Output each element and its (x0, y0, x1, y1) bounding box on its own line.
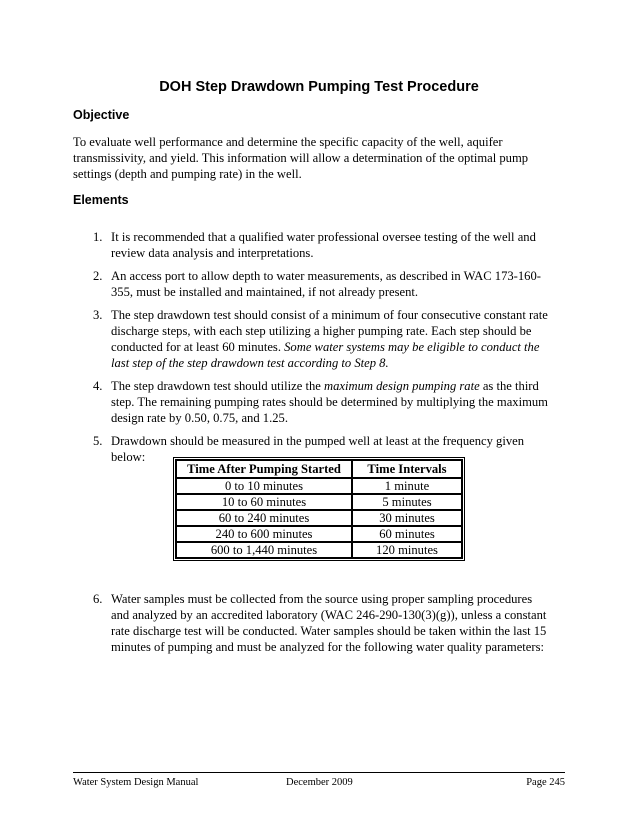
table-cell: 600 to 1,440 minutes (176, 542, 352, 558)
item-text: The step drawdown test should consist of a minimum of four consecutive constant rate discharge steps, with each step utilizing a higher pumping rate. Each step should be conducted for at least 60 minutes. (111, 308, 548, 354)
item-number: 2. (93, 269, 103, 283)
table-cell: 5 minutes (352, 494, 462, 510)
footer-divider (73, 772, 565, 773)
column-header: Time Intervals (352, 460, 462, 478)
objective-heading: Objective (73, 108, 130, 122)
item-number: 6. (93, 592, 103, 606)
table-row (176, 478, 462, 494)
table-cell: 240 to 600 minutes (176, 526, 352, 542)
table-cell: 10 to 60 minutes (176, 494, 352, 510)
item-text: It is recommended that a qualified water professional oversee testing of the well and review data analysis and interpretations. (111, 230, 536, 260)
page-title: DOH Step Drawdown Pumping Test Procedure (159, 79, 479, 95)
table-row (176, 510, 462, 526)
table-row (176, 542, 462, 558)
list-item-6 (73, 591, 553, 655)
table-cell: 60 to 240 minutes (176, 510, 352, 526)
list-item (73, 307, 553, 371)
table-row (176, 526, 462, 542)
list-item (73, 378, 553, 426)
item-number: 5. (93, 434, 103, 448)
item-text-pre: The step drawdown test should utilize the (111, 379, 321, 393)
list-item (73, 229, 553, 261)
table-cell: 0 to 10 minutes (176, 478, 352, 494)
item-number: 3. (93, 308, 103, 322)
item-number: 1. (93, 230, 103, 244)
table-header-row (176, 460, 462, 478)
table-cell: 120 minutes (352, 542, 462, 558)
item-text: An access port to allow depth to water measurements, as described in WAC 173-160-355, must be installed and maintained, if not already present. (111, 269, 541, 299)
item-italic-term: maximum design pumping rate (324, 379, 480, 393)
item-text: Drawdown should be measured in the pumped well at least at the frequency given below: (111, 434, 525, 464)
item-text-post: as the third step. The remaining pumping rates should be determined by multiplying the maximum design rate by 0.50, 0.75, and 1.25. (111, 379, 548, 425)
item-italic-note: Some water systems may be eligible to conduct the last step of the step drawdown test according to Step 8. (111, 340, 540, 370)
footer-manual-title: Water System Design Manual (73, 777, 199, 788)
column-header: Time After Pumping Started (176, 460, 352, 478)
elements-heading: Elements (73, 193, 129, 207)
item-text: Water samples must be collected from the source using proper sampling procedures and analyzed by an accredited laboratory (WAC 246-290-130(3)(g)), unless a constant rate discharge test will be conducted. Water samples should be taken within the last 15 minutes of pumping and must be analyzed for the following water quality parameters: (111, 592, 547, 654)
table-cell: 60 minutes (352, 526, 462, 542)
footer-date: December 2009 (286, 777, 353, 788)
table-cell: 30 minutes (352, 510, 462, 526)
table-row (176, 494, 462, 510)
time-intervals-table (175, 459, 463, 559)
list-item (73, 268, 553, 300)
table-cell: 1 minute (352, 478, 462, 494)
elements-list (73, 229, 553, 472)
footer-page-number: Page 245 (526, 777, 565, 788)
objective-paragraph: To evaluate well performance and determine the specific capacity of the well, aquifer transmissivity, and yield. This information will allow a determination of the optimal pump settings (depth and pumping rate) in the well. (73, 135, 529, 181)
item-number: 4. (93, 379, 103, 393)
